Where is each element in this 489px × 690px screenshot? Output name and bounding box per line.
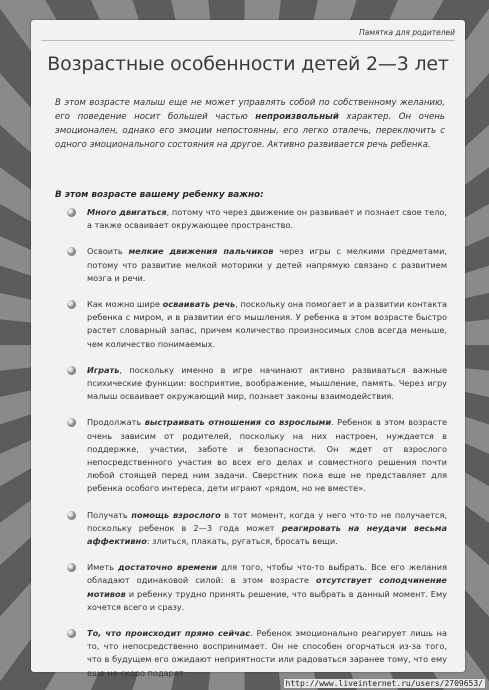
intro-text-1: В этом возрасте малыш еще не может управлять собой по собственному желанию, его поведение носит большей частью [55, 98, 445, 122]
intro-paragraph [55, 96, 445, 152]
list-item [55, 298, 447, 351]
item-text: , поскольку она помогает и в развитии контакта ребенка с миром, и в развитии его мышления. У ребенка в этом возрасте быстро растет словарный запас, причем количество произносимых слов всегда меньше, чем количество понимаемых. [87, 299, 447, 349]
item-bold: выстраивать отношения со взрослыми [144, 417, 332, 428]
list-item [55, 206, 447, 232]
bullet-icon [67, 366, 76, 375]
item-prefix: Освоить [87, 246, 129, 257]
bullet-icon [67, 247, 76, 256]
header-divider [41, 40, 455, 41]
list-item [55, 509, 447, 549]
bullet-icon [67, 563, 76, 572]
list-item [55, 245, 447, 285]
item-text: . Ребенок эмоционально реагирует лишь на то, что непосредственно воспринимает. Он не способен огорчаться из-за того, что в будущем его ожидают неприятности или радоваться заранее тому, что ему еще не скоро подарят. [87, 628, 447, 678]
bullet-icon [67, 208, 76, 217]
item-text-2: : злиться, плакать, ругаться, бросать вещи. [146, 536, 338, 547]
item-prefix: Продолжать [87, 417, 145, 428]
intro-bold: непроизвольный [255, 112, 339, 122]
item-text: для того, чтобы что-то выбрать. Все его желания обладают одинаковой силой: в этом возрасте [87, 562, 448, 586]
item-bold-2: реагировать на неудачи весьма аффективно [87, 522, 448, 547]
list-item [55, 416, 447, 495]
bullet-icon [67, 511, 76, 520]
item-bold-2: отсутствует соподчинение мотивов [87, 575, 447, 599]
intro-text-2: характер. Он очень эмоционален, однако его эмоции непостоянны, его легко отвлечь, переключить с одного эмоционального состояния на другое. Активно развивается речь ребенка. [55, 112, 445, 150]
item-prefix: Иметь [87, 562, 118, 573]
list-item [55, 627, 447, 680]
item-text: в тот момент, когда у него что-то не получается, поскольку ребенок в 2—3 года может [87, 509, 448, 533]
page-title: Возрастные особенности детей 2—3 лет [47, 53, 449, 75]
item-text: . Ребенок в этом возрасте очень зависим от родителей, поскольку на них настроен, нуждается в поддержке, участии, заботе и безопасности. Он ждет от взрослого непосредственного участия во всех его делах и совместного решения почти любой стоящей перед ним задачи. Сверстник пока еще не представляет для ребенка особого интереса, дети играют «рядом, но не вместе». [87, 417, 447, 494]
bullet-icon [67, 629, 76, 638]
item-text-2: и ребенку трудно принять решение, что выбрать в данный момент. Ему хочется всего и сразу. [87, 588, 447, 612]
item-text: через игры с мелкими предметами, потому что развитие мелкой моторики у детей напрямую связано с развитием мозга и речи. [87, 246, 447, 283]
item-bold: мелкие движения пальчиков [128, 246, 274, 257]
item-bold: достаточно времени [117, 562, 218, 573]
memo-page [31, 20, 465, 678]
footer-url: http://www.liveinternet.ru/users/2709653/ [285, 679, 483, 688]
item-text: , поскольку именно в игре начинают активно развиваться важные психические функции: восприятие, воображение, мышление, память. Через игру малыш осваивает окружающий мир, познает законы взаимодействия. [87, 364, 447, 402]
header-note: Памятка для родителей [359, 28, 455, 37]
item-bold: То, что происходит прямо сейчас [87, 628, 251, 639]
item-bold: помощь взрослого [131, 509, 221, 520]
list-item [55, 561, 447, 614]
list-item [55, 364, 447, 404]
item-bold: Играть [87, 364, 120, 375]
items-list [55, 206, 447, 680]
bullet-icon [67, 418, 76, 427]
item-text: , потому что через движение он развивает и познает свое тело, а также осваивает окружающее пространство. [87, 207, 447, 231]
section-heading: В этом возрасте вашему ребенку важно: [55, 190, 264, 200]
item-bold: Много двигаться [87, 207, 167, 217]
item-bold: осваивать речь [162, 299, 236, 310]
bullet-icon [67, 300, 76, 309]
item-prefix: Как можно шире [87, 299, 163, 310]
item-prefix: Получать [87, 509, 132, 520]
